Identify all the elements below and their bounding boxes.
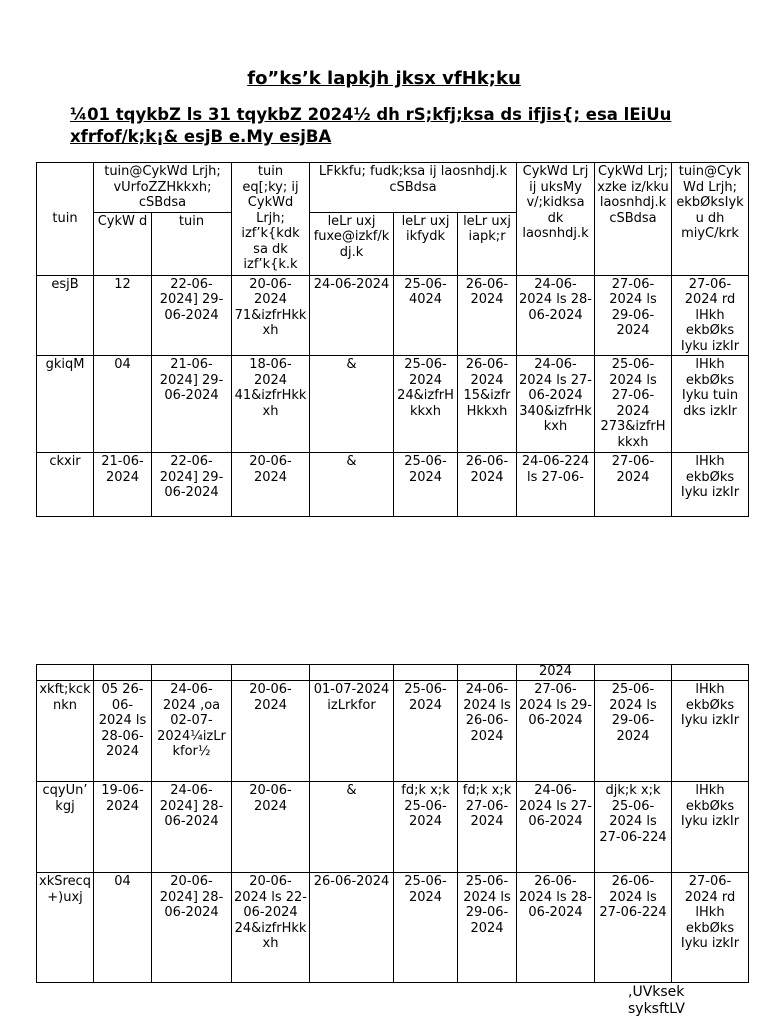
- table-row-continuation: [37, 665, 749, 681]
- header-village-heads: CykWd Lrj; xzke iz/kku laosnhdj.k cSBdsa: [595, 163, 672, 276]
- header-microplan: tuin@CykWd Lrjh; ekbØksIyku dh miyC/krk: [672, 163, 749, 276]
- cell: lHkh ekbØks Iyku izkIr: [672, 782, 749, 873]
- cell: 24-06-224 ls 27-06-: [517, 453, 595, 517]
- cell: 25-06-2024: [394, 873, 458, 983]
- cell-district: xkSrecq+)uxj: [37, 873, 94, 983]
- cell: 20-06-2024 ls 22-06-2024 24&izfrHkkxh: [232, 873, 310, 983]
- cell: 24-06-2024 ls 28-06-2024: [517, 275, 595, 356]
- cell: &: [310, 782, 394, 873]
- cell-district: gkiqM: [37, 356, 94, 453]
- table-row: [37, 782, 749, 873]
- cell: 27-06-2024 rd lHkh ekbØks Iyku izkIr: [672, 275, 749, 356]
- cell: 01-07-2024 izLrkfor: [310, 681, 394, 782]
- cell: 22-06-2024] 29-06-2024: [152, 453, 232, 517]
- cell: 04: [94, 873, 152, 983]
- cell-district: xkft;kcknkn: [37, 681, 94, 782]
- cell: 25-06-2024 24&izfrHkkxh: [394, 356, 458, 453]
- table-row: [37, 873, 749, 983]
- cell: 24-06-2024 ls 27-06-2024 340&izfrHkkxh: [517, 356, 595, 453]
- signature-block: [628, 984, 685, 1018]
- cell: lHkh ekbØks Iyku izkIr: [672, 453, 749, 517]
- cell: 21-06-2024] 29-06-2024: [152, 356, 232, 453]
- cell: 25-06-2024 ls 29-06-2024: [595, 681, 672, 782]
- document-title: fo”ks’k lapkjh jksx vfHk;ku: [247, 68, 521, 89]
- header-block: CykW d: [94, 212, 152, 275]
- cell: 26-06-2024 ls 28-06-2024: [517, 873, 595, 983]
- cell: 24-06-2024 ,oa 02-07-2024¼izLrkfor½: [152, 681, 232, 782]
- header-municipality: leLr uxj ikfydk: [394, 212, 458, 275]
- cell: 22-06-2024] 29-06-2024: [152, 275, 232, 356]
- header-district: tuin: [37, 163, 94, 276]
- cell: &: [310, 453, 394, 517]
- cell: 25-06-2024 ls 27-06-2024 273&izfrHkkxh: [595, 356, 672, 453]
- cell: 26-06-2024 15&izfrHkkxh: [458, 356, 517, 453]
- cell: 20-06-2024: [232, 453, 310, 517]
- cell: 26-06-2024: [458, 453, 517, 517]
- cell: 26-06-2024: [458, 275, 517, 356]
- signature-line-2: syksftLV: [628, 1001, 685, 1017]
- cell: 24-06-2024] 28-06-2024: [152, 782, 232, 873]
- header-town-panchayat: leLr uxj iapk;r: [458, 212, 517, 275]
- cell: 20-06-2024 71&izfrHkkxh: [232, 275, 310, 356]
- cell: 20-06-2024: [232, 782, 310, 873]
- cell: fd;k x;k 27-06-2024: [458, 782, 517, 873]
- cell: 04: [94, 356, 152, 453]
- cell-district: cqyUn’kgj: [37, 782, 94, 873]
- cell: 25-06-4024: [394, 275, 458, 356]
- cell: 25-06-2024 ls 29-06-2024: [458, 873, 517, 983]
- cell: 24-06-2024: [310, 275, 394, 356]
- header-trainer-training: tuin eq[;ky; ij CykWd Lrjh; izf’k{kdk sa dk izf’k{k.k: [232, 163, 310, 276]
- header-municipal-corp: leLr uxj fuxe@izkf/kdj.k: [310, 212, 394, 275]
- cell: 26-06-2024: [310, 873, 394, 983]
- activity-table-continued: [36, 664, 749, 983]
- header-block-meetings: tuin@CykWd Lrjh; vUrfoZZHkkxh; cSBdsa: [94, 163, 232, 213]
- cell: 20-06-2024] 28-06-2024: [152, 873, 232, 983]
- cell-district: ckxir: [37, 453, 94, 517]
- cell: 25-06-2024: [394, 681, 458, 782]
- table-row: [37, 356, 749, 453]
- cell: 18-06-2024 41&izfrHkkxh: [232, 356, 310, 453]
- cell-district: esjB: [37, 275, 94, 356]
- document-subtitle: ¼01 tqykbZ ls 31 tqykbZ 2024½ dh rS;kfj;ksa ds ifjis{; esa lEiUu xfrfof/k;k¡& esjB e.My esjBA: [70, 105, 672, 146]
- cell: 20-06-2024: [232, 681, 310, 782]
- cell: 27-06-2024: [595, 453, 672, 517]
- cell: 27-06-2024 ls 29-06-2024: [595, 275, 672, 356]
- cell: 19-06-2024: [94, 782, 152, 873]
- table-row: [37, 681, 749, 782]
- cell: 27-06-2024 rd lHkh ekbØks Iyku izkIr: [672, 873, 749, 983]
- cell: 24-06-2024 ls 26-06-2024: [458, 681, 517, 782]
- cell: 05 26-06-2024 ls 28-06-2024: [94, 681, 152, 782]
- cell: 27-06-2024 ls 29-06-2024: [517, 681, 595, 782]
- header-nodal-teachers: CykWd Lrj ij uksMy v/;kidksa dk laosnhdj.k: [517, 163, 595, 276]
- activity-table: [36, 162, 749, 517]
- cell: fd;k x;k 25-06-2024: [394, 782, 458, 873]
- header-district-sub: tuin: [152, 212, 232, 275]
- cell: 25-06-2024: [394, 453, 458, 517]
- header-local-bodies: LFkkfu; fudk;ksa ij laosnhdj.k cSBdsa: [310, 163, 517, 213]
- cell: 21-06-2024: [94, 453, 152, 517]
- cell: djk;k x;k 25-06-2024 ls 27-06-224: [595, 782, 672, 873]
- cell: &: [310, 356, 394, 453]
- cell: 26-06-2024 ls 27-06-224: [595, 873, 672, 983]
- cell: 24-06-2024 ls 27-06-2024: [517, 782, 595, 873]
- table-row: [37, 275, 749, 356]
- cell: lHkh ekbØks Iyku tuin dks izkIr: [672, 356, 749, 453]
- cell: lHkh ekbØks Iyku izkIr: [672, 681, 749, 782]
- signature-line-1: ,UVksek: [628, 984, 685, 1000]
- cell: 2024: [517, 665, 595, 681]
- cell: 12: [94, 275, 152, 356]
- table-row: [37, 453, 749, 517]
